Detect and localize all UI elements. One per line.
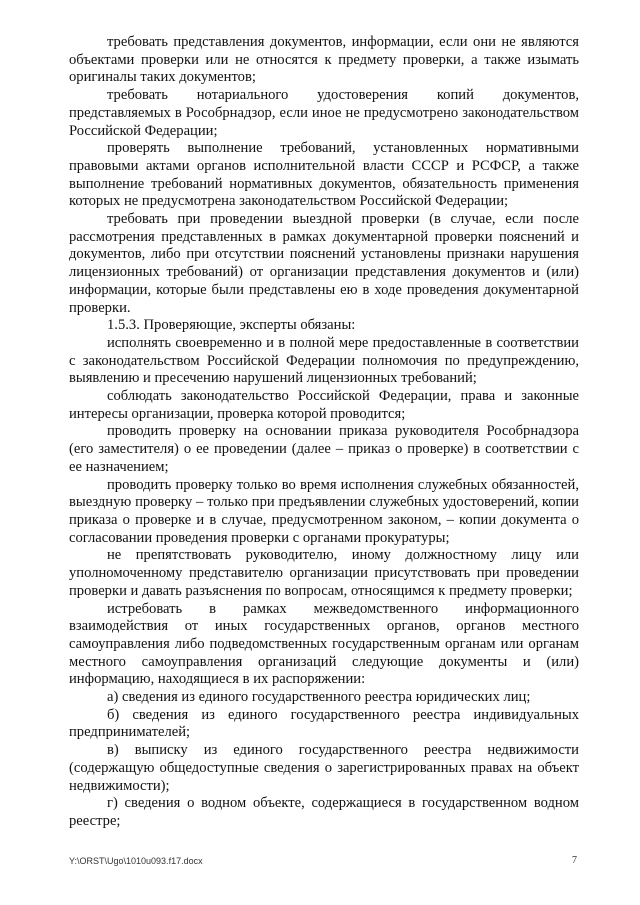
paragraph: требовать представления документов, информации, если они не являются объектами проверки или не относятся к предмету проверки, а также изымать оригиналы таких документов; <box>69 34 579 86</box>
paragraph: истребовать в рамках межведомственного информационного взаимодействия от иных государственных органов, органов местного самоуправления либо подведомственных государственным органам или органам местного самоуправления организаций следующие документы и (или) информацию, находящиеся в их распоряжении: <box>69 600 579 688</box>
list-item: б) сведения из единого государственного реестра индивидуальных предпринимателей; <box>69 706 579 741</box>
list-item: а) сведения из единого государственного реестра юридических лиц; <box>107 689 531 706</box>
section-heading: 1.5.3. Проверяющие, эксперты обязаны: <box>107 317 356 334</box>
footer-file-path: Y:\ORST\Ugo\1010u093.f17.docx <box>69 856 203 866</box>
page-number: 7 <box>572 855 577 866</box>
paragraph: не препятствовать руководителю, иному должностному лицу или уполномоченному представителю организации присутствовать при проведении проверки и давать разъяснения по вопросам, относящимся к предмету проверки; <box>69 547 579 599</box>
list-item: г) сведения о водном объекте, содержащиеся в государственном водном реестре; <box>69 795 579 829</box>
list-item: в) выписку из единого государственного реестра недвижимости (содержащую общедоступные сведения о зарегистрированных правах на объект недвижимости); <box>69 742 579 794</box>
paragraph: проводить проверку только во время исполнения служебных обязанностей, выездную проверку – только при предъявлении служебных удостоверений, копии приказа о проверке и в случае, предусмотренном законом, – копии документа о согласовании проведения проверки с органами прокуратуры; <box>69 476 579 546</box>
paragraph: проводить проверку на основании приказа руководителя Рособрнадзора (его заместителя) о ее проведении (далее – приказ о проверке) в соответствии с ее назначением; <box>69 423 579 475</box>
paragraph: требовать нотариального удостоверения копий документов, представляемых в Рособрнадзор, если иное не предусмотрено законодательством Российской Федерации; <box>69 87 579 139</box>
document-body <box>69 34 579 831</box>
paragraph: требовать при проведении выездной проверки (в случае, если после рассмотрения представленных в рамках документарной проверки пояснений и документов, либо при отсутствии пояснений установлены признаки нарушения лицензионных требований) от организации представления документов и (или) информации, которые были представлены ею в ходе проведения документарной проверки. <box>69 211 579 316</box>
paragraph: проверять выполнение требований, установленных нормативными правовыми актами органов исполнительной власти СССР и РСФСР, а также выполнение требований нормативных документов, обязательность применения которых не предусмотрена законодательством Российской Федерации; <box>69 140 579 210</box>
paragraph: исполнять своевременно и в полной мере предоставленные в соответствии с законодательством Российской Федерации полномочия по предупреждению, выявлению и пресечению нарушений лицензионных требований; <box>69 334 579 387</box>
paragraph: соблюдать законодательство Российской Федерации, права и законные интересы организации, проверка которой проводится; <box>69 388 579 422</box>
